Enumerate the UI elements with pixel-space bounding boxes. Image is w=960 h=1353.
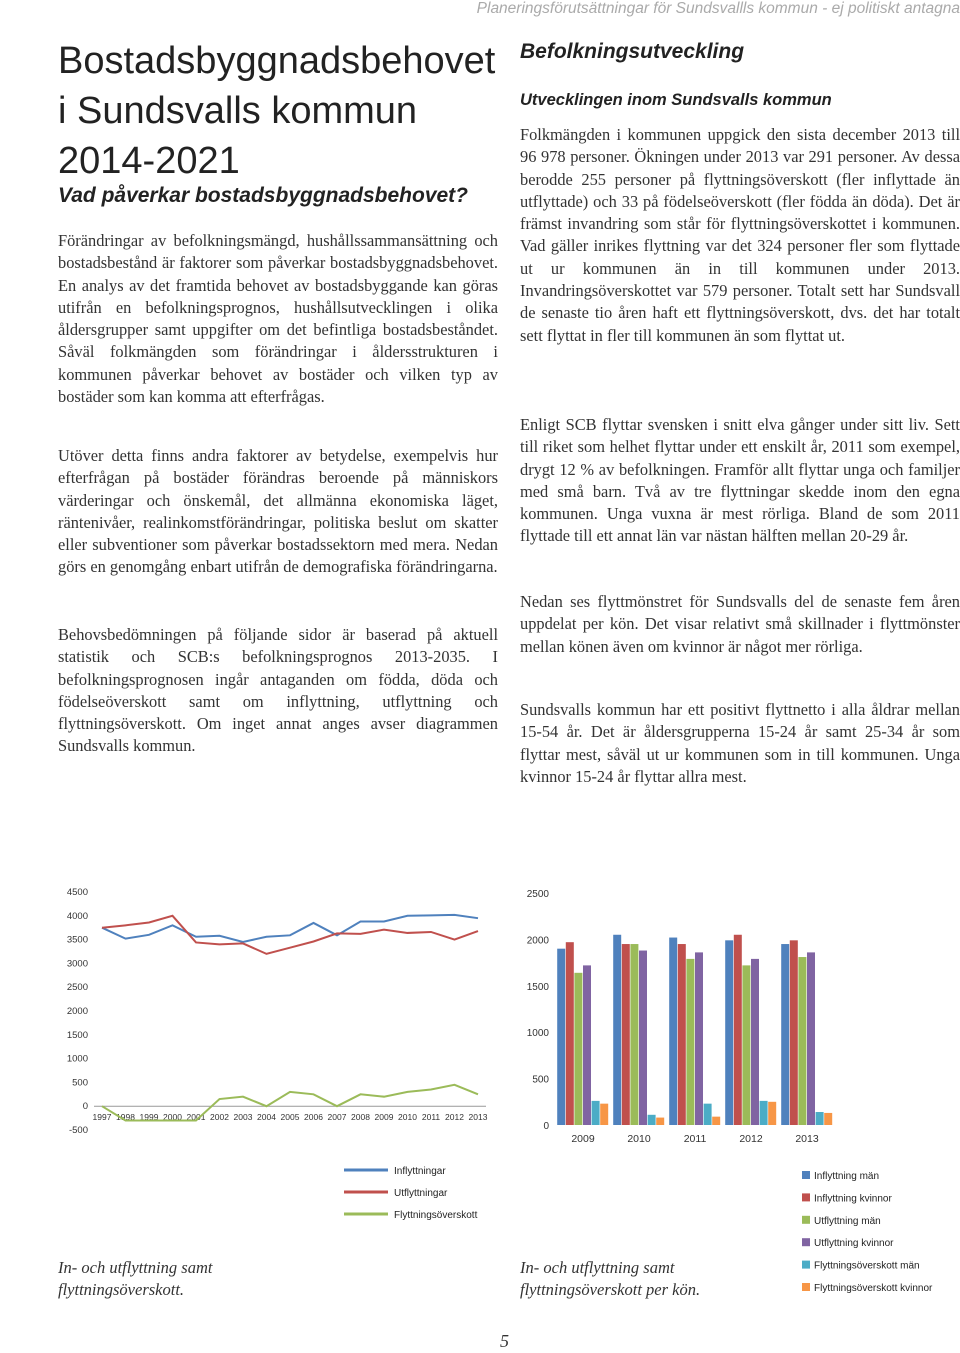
- bar-2013-3: [807, 952, 815, 1125]
- x-tick-label: 2003: [233, 1112, 253, 1123]
- y-tick-label: 2500: [526, 889, 549, 900]
- y-tick-label: 500: [72, 1077, 88, 1089]
- x-tick-label: 2011: [421, 1112, 441, 1123]
- right-section-heading: Befolkningsutveckling: [520, 40, 745, 63]
- bar-2010-4: [648, 1115, 656, 1125]
- right-paragraph-3: Nedan ses flyttmönstret för Sundsvalls del de senaste fem åren uppdelat per kön. Det visar relativt små skillnader i flyttmönster mellan könen även om kvinnor är något mer rörliga.: [520, 592, 960, 656]
- bar-2011-0: [669, 938, 677, 1125]
- legend-label: Inflyttning män: [814, 1171, 880, 1182]
- bar-2012-4: [760, 1101, 768, 1125]
- x-tick-label: 2010: [627, 1133, 651, 1145]
- bar-2012-0: [725, 940, 733, 1125]
- legend-swatch: [802, 1171, 810, 1179]
- x-tick-label: 1997: [92, 1112, 112, 1123]
- bar-2010-3: [639, 951, 647, 1125]
- page-title: Bostadsbyggnadsbehovet i Sundsvalls kommun 2014-2021: [58, 40, 496, 182]
- left-paragraph-2: Utöver detta finns andra faktorer av betydelse, exempelvis hur efterfrågan på bostäder förändras beroende på människors värderingar och önskemål, det allmänna ekonomiska läget, räntenivåer, realinkomstförändringar, politiska beslut om skatter eller subventioner som påverkar bostadssektorn med mera. Nedan görs en genomgång enbart utifrån de demografiska förändringarna.: [58, 446, 498, 577]
- bar-2012-5: [768, 1102, 776, 1125]
- x-tick-label: 2005: [280, 1112, 300, 1123]
- bar-2011-4: [704, 1104, 712, 1125]
- left-paragraph-3: Behovsbedömningen på följande sidor är baserad på aktuell statistik och SCB:s befolkningsprognos 2013-2035. I befolkningsprognosen ingår antaganden om födda, döda och födelseöverskott samt om inflyttning, utflyttning och flyttningsöverskott. Om inget annat anges avser diagrammen Sundsvalls kommun.: [58, 625, 498, 756]
- legend-swatch: [802, 1261, 810, 1269]
- legend-swatch: [802, 1193, 810, 1201]
- x-tick-label: 1998: [116, 1112, 135, 1123]
- legend-label: Inflyttning kvinnor: [814, 1193, 892, 1205]
- migration-line-chart: [58, 882, 498, 1232]
- right-paragraph-4: Sundsvalls kommun har ett positivt flyttnetto i alla åldrar mellan 15-54 år. Det är åldersgrupperna 15-24 år samt 25-34 år som flyttar mest, såväl ut ur kommunen som in till kommunen. Unga kvinnor 15-24 år flyttar allra mest.: [520, 700, 960, 786]
- x-tick-label: 2011: [683, 1133, 707, 1145]
- y-tick-label: 1000: [526, 1028, 549, 1040]
- left-paragraph-1: Förändringar av befolkningsmängd, hushållssammansättning och bostadsbestånd är faktorer som påverkar bostadsbyggnadsbehovet. En analys av det framtida behovet av bostadsbyggande kan göras utifrån en befolkningsprognos, hushållsutvecklingen i olika åldersgrupper samt uppgifter om det befintliga bostadsbeståndet. Såväl folkmängden som förändringar i åldersstrukturen i kommunen påverkar behovet av bostäder och vilken typ av bostäder som kan komma att efterfrågas.: [58, 231, 498, 407]
- bar-2011-2: [686, 959, 694, 1125]
- y-tick-label: 4500: [66, 887, 88, 898]
- bar-2009-3: [583, 965, 591, 1125]
- y-tick-label: 3000: [66, 958, 88, 970]
- y-tick-label: 4000: [66, 910, 88, 922]
- legend-label: Utflyttning kvinnor: [814, 1238, 894, 1250]
- y-tick-label: -500: [68, 1125, 88, 1136]
- y-tick-label: 0: [82, 1101, 88, 1113]
- y-tick-label: 500: [532, 1074, 549, 1086]
- bar-2013-5: [824, 1113, 832, 1125]
- legend-swatch: [802, 1216, 810, 1224]
- x-tick-label: 2013: [795, 1133, 819, 1145]
- legend-swatch: [802, 1238, 810, 1246]
- x-tick-label: 2006: [304, 1112, 323, 1123]
- bar-2011-3: [695, 952, 703, 1125]
- x-tick-label: 2010: [398, 1112, 417, 1123]
- bar-2009-1: [566, 942, 574, 1125]
- x-tick-label: 2013: [468, 1112, 488, 1123]
- x-tick-label: 2009: [571, 1133, 595, 1145]
- bar-2013-1: [790, 940, 798, 1125]
- legend-label: Inflyttningar: [394, 1166, 446, 1177]
- bar-2009-0: [557, 949, 565, 1125]
- bar-2013-0: [781, 944, 789, 1125]
- bar-2012-3: [751, 959, 759, 1125]
- legend-label: Flyttningsöverskott kvinnor: [814, 1283, 933, 1294]
- x-tick-label: 1999: [139, 1112, 159, 1123]
- y-tick-label: 1000: [66, 1053, 88, 1065]
- legend-swatch: [802, 1283, 810, 1291]
- bar-2013-4: [816, 1112, 824, 1125]
- bar-2012-1: [734, 935, 742, 1125]
- y-tick-label: 1500: [526, 981, 549, 993]
- migration-by-gender-bar-chart: [515, 880, 960, 1300]
- right-paragraph-1: Folkmängden i kommunen uppgick den sista december 2013 till 96 978 personer. Ökningen under 2013 var 291 personer. Av dessa berodde 255 personer på flyttningsöverskott (fler inflyttade än utflyttade) och 33 på födelseöverskott (fler födda än döda). Det är främst invandring som står för flyttningsöverskottet i kommunen. Vad gäller inrikes flyttning var det 324 personer fler som flyttade ut ur kommunen än in till kommunen under 2013. Invandringsöverskottet var 579 personer. Totalt sett har Sundsvall de senaste tio åren haft ett flyttningsöverskott, dvs. det har totalt sett flyttat in fler till kommunen än som flyttat ut.: [520, 125, 960, 345]
- bar-2010-2: [630, 944, 638, 1125]
- x-tick-label: 2000: [163, 1112, 182, 1123]
- bar-2009-5: [600, 1104, 608, 1125]
- y-tick-label: 2500: [66, 982, 88, 994]
- x-tick-label: 2012: [445, 1112, 464, 1123]
- right-chart-caption: In- och utflyttning samt flyttningsöverskott per kön.: [520, 1258, 701, 1299]
- x-tick-label: 2004: [257, 1112, 276, 1123]
- bar-2010-5: [656, 1118, 664, 1125]
- y-tick-label: 1500: [66, 1029, 88, 1041]
- left-chart-caption: In- och utflyttning samt flyttningsöverskott.: [58, 1258, 213, 1299]
- x-tick-label: 2012: [739, 1133, 763, 1145]
- right-paragraph-2: Enligt SCB flyttar svensken i snitt elva gånger under sitt liv. Sett till riket som helhet flyttar under ett enskilt år, 2011 som exempel, drygt 12 % av befolkningen. Framför allt flyttar unga och familjer med små barn. Två av tre flyttningar skedde inom den egna kommunen. Unga vuxna är mest rörliga. Bland de som 2011 flyttade till ett annat län var nästan hälften mellan 20-29 år.: [520, 415, 960, 546]
- y-tick-label: 0: [543, 1121, 549, 1132]
- bar-2009-2: [574, 973, 582, 1125]
- legend-label: Flyttningsöverskott män: [814, 1260, 920, 1272]
- legend-label: Utflyttning män: [814, 1215, 881, 1227]
- y-tick-label: 2000: [526, 935, 549, 947]
- legend-label: Utflyttningar: [394, 1188, 448, 1199]
- bar-2013-2: [798, 957, 806, 1125]
- bar-2010-1: [622, 944, 630, 1125]
- y-tick-label: 2000: [66, 1006, 88, 1017]
- x-tick-label: 2002: [210, 1112, 229, 1123]
- y-tick-label: 3500: [66, 934, 88, 946]
- running-header: Planeringsförutsättningar för Sundsvallls kommun - ej politiskt antagna: [476, 0, 960, 17]
- bar-2012-2: [742, 965, 750, 1125]
- bar-2011-5: [712, 1117, 720, 1125]
- x-tick-label: 2007: [327, 1112, 347, 1123]
- page-number: 5: [500, 1331, 509, 1351]
- bar-2009-4: [592, 1101, 600, 1125]
- x-tick-label: 2001: [186, 1112, 206, 1123]
- legend-label: Flyttningsöverskott: [394, 1210, 478, 1221]
- left-section-heading: Vad påverkar bostadsbyggnadsbehovet?: [58, 184, 469, 207]
- right-subheading: Utvecklingen inom Sundsvalls kommun: [520, 91, 832, 109]
- bar-2011-1: [678, 944, 686, 1125]
- x-tick-label: 2008: [351, 1112, 370, 1123]
- x-tick-label: 2009: [374, 1112, 394, 1123]
- bar-2010-0: [613, 935, 621, 1125]
